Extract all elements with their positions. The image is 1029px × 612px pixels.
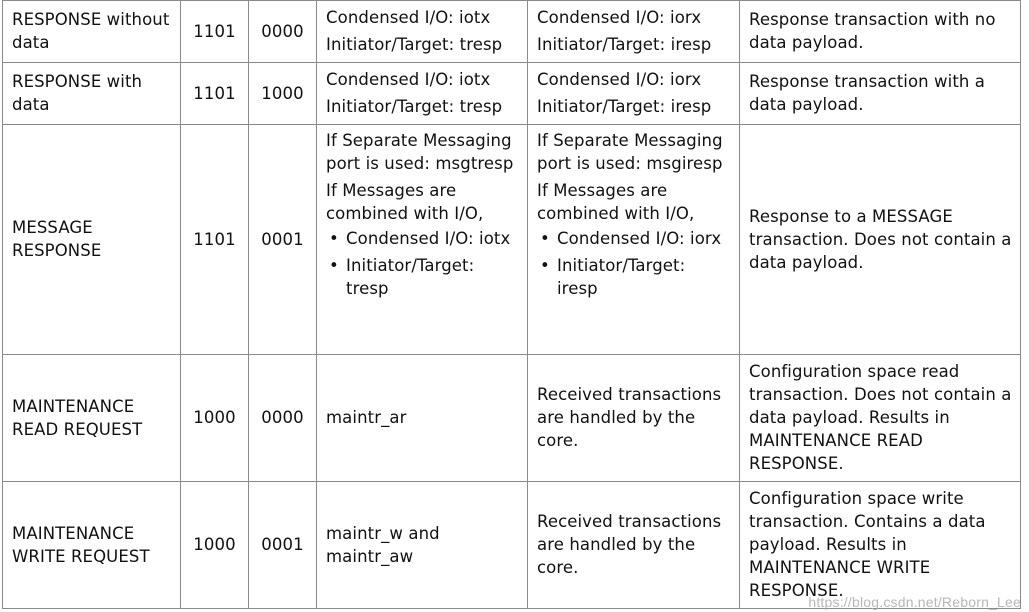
ftype-value: 1101 (181, 1, 249, 63)
master-port-cell (317, 63, 528, 125)
port-paragraph: If Messages are combined with I/O, (326, 181, 484, 223)
comment-cell: Configuration space read transaction. Does not contain a data payload. Results in MAINTENANCE READ RESPONSE. (740, 355, 1021, 482)
slave-port-cell (528, 125, 740, 355)
port-line: Condensed I/O: iotx (326, 70, 491, 89)
master-port-cell (317, 1, 528, 63)
watermark-text: https://blog.csdn.net/Reborn_Lee (808, 594, 1021, 610)
slave-port-cell: Received transactions are handled by the core. (528, 482, 740, 609)
transaction-name: RESPONSE with data (3, 63, 181, 125)
comment-cell: Response to a MESSAGE transaction. Does not contain a data payload. (740, 125, 1021, 355)
list-item: • Condensed I/O: iotx (326, 227, 519, 250)
table-row (3, 355, 1021, 482)
list-item: • Initiator/Target: iresp (537, 254, 731, 300)
ftype-value: 1000 (181, 355, 249, 482)
comment-cell: Response transaction with no data payload. (740, 1, 1021, 63)
transaction-spec-table (2, 0, 1021, 609)
port-paragraph: If Messages are combined with I/O, (537, 181, 695, 223)
list-item: • Condensed I/O: iorx (537, 227, 731, 250)
ttype-value: 0000 (249, 355, 317, 482)
port-line: Initiator/Target: iresp (537, 35, 712, 54)
ftype-value: 1101 (181, 63, 249, 125)
port-line: Condensed I/O: iotx (326, 8, 491, 27)
table-row (3, 482, 1021, 609)
master-port-cell: maintr_ar (317, 355, 528, 482)
port-line: Initiator/Target: tresp (326, 35, 503, 54)
ftype-value: 1101 (181, 125, 249, 355)
port-bullet-list (326, 227, 519, 300)
port-bullet-list (537, 227, 731, 300)
transaction-name: MAINTENANCE READ REQUEST (3, 355, 181, 482)
list-item: • Initiator/Target: tresp (326, 254, 519, 300)
slave-port-cell: Received transactions are handled by the core. (528, 355, 740, 482)
transaction-name: RESPONSE without data (3, 1, 181, 63)
transaction-name: MESSAGE RESPONSE (3, 125, 181, 355)
table-row (3, 63, 1021, 125)
port-line: Condensed I/O: iorx (537, 70, 702, 89)
table-row (3, 1, 1021, 63)
slave-port-cell (528, 63, 740, 125)
master-port-cell (317, 125, 528, 355)
port-line: Initiator/Target: iresp (537, 97, 712, 116)
ttype-value: 0000 (249, 1, 317, 63)
table-row (3, 125, 1021, 355)
ttype-value: 1000 (249, 63, 317, 125)
slave-port-cell (528, 1, 740, 63)
comment-cell: Response transaction with a data payload. (740, 63, 1021, 125)
ttype-value: 0001 (249, 125, 317, 355)
comment-cell: Configuration space write transaction. Contains a data payload. Results in MAINTENANCE WRITE RESPONSE. (740, 482, 1021, 609)
port-line: Initiator/Target: tresp (326, 97, 503, 116)
ttype-value: 0001 (249, 482, 317, 609)
port-paragraph: If Separate Messaging port is used: msgiresp (537, 131, 723, 173)
master-port-cell: maintr_w and maintr_aw (317, 482, 528, 609)
port-paragraph: If Separate Messaging port is used: msgtresp (326, 131, 514, 173)
port-line: Condensed I/O: iorx (537, 8, 702, 27)
ftype-value: 1000 (181, 482, 249, 609)
transaction-name: MAINTENANCE WRITE REQUEST (3, 482, 181, 609)
